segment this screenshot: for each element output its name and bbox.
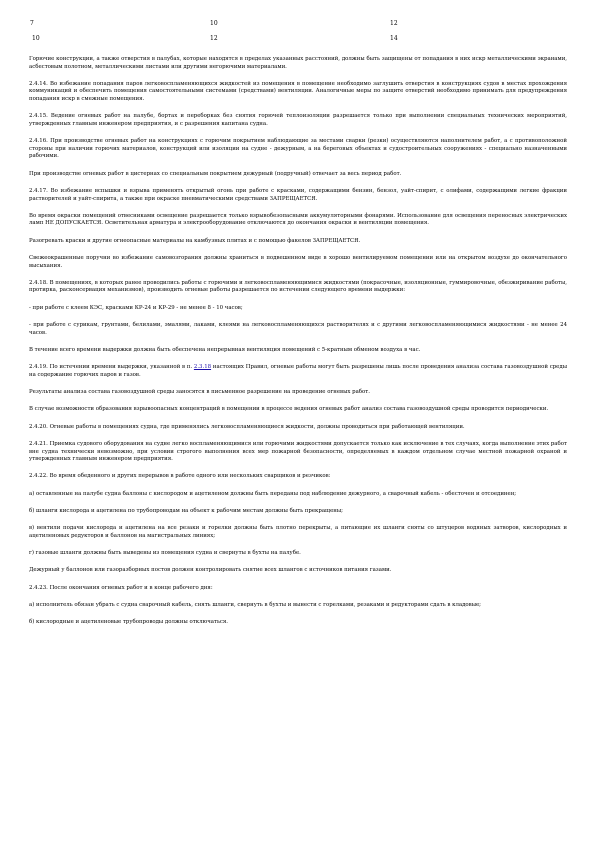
paragraph: 2.4.14. Во избежание попадания паров легковоспламеняющихся жидкостей из помещения в помещение необходимо заглушить отверстия в конструкциях судов в местах прохождения коммуникаций и обеспечить помещения самостоятельными системами (средствами) вентиляции. Аналогичные меры по защите отверстий необходимо принимать для предупреждения попадания искр в смежные помещения.: [29, 80, 567, 103]
paragraph: а) исполнитель обязан убрать с судна сварочный кабель, снять шланги, свернуть в бухты и вынести с горелками, резаками и редукторами сдать в кладовые;: [29, 601, 481, 608]
column-number: 10: [32, 35, 40, 42]
paragraph: 2.4.17. Во избежание вспышки и взрыва применять открытый огонь при работе с красками, содержащими бензин, бензол, уайт-спирит, с олифами, содержащими легкие фракции растворителей и уайт-спирита, а также при окраске пневматическими средствами ЗАПРЕЩАЕТСЯ.: [29, 187, 567, 202]
column-number: 12: [390, 20, 398, 27]
paragraph: - при работе с сурикам, грунтами, белилами, эмалями, лаками, клеями на легковоспламеняющихся растворителях и с другими легковоспламеняющимися жидкостями - не менее 24 часов.: [29, 322, 567, 336]
paragraph: в) вентили подачи кислорода и ацетилена на все резаки и горелки должны быть плотно перекрыты, а питающие их шланги сняты со штуцеров водяных затворов, кислородных и ацетиленовых редукторов и баллонов на магистральных линиях;: [29, 525, 567, 539]
paragraph: - при работе с клеем КЭС, красками КР-24 и КР-29 - не менее 8 - 10 часов;: [29, 304, 243, 311]
paragraph: В течение всего времени выдержки должна быть обеспечена непрерывная вентиляция помещений с 5-кратным обменом воздуха в час.: [29, 346, 421, 353]
paragraph: В случае возможности образования взрывоопасных концентраций в помещении в процессе ведения огневых работ анализ состава газовоздушной среды проводится периодически.: [29, 406, 549, 413]
paragraph: г) газовые шланги должны быть выведены из помещения судна и свернуты в бухты на палубе.: [29, 550, 301, 557]
paragraph-text: настоящих Правил, огневые работы могут быть разрешены лишь после проведения анализа состава газовоздушной среды на содержание горючих паров и газов.: [29, 364, 567, 378]
paragraph: Во время окраски помещений отвесниками освещение разрешается только взрывобезопасными аккумуляторными фонарями. Использование для освещения переносных электрических ламп НЕ ДОПУСКАЕТСЯ. Осветительная арматура и электрооборудование отключаются до окончания окраски и вентиляции помещения.: [29, 212, 567, 227]
paragraph: При производстве огневых работ в цистернах со специальным покрытием дежурный (подручный) отвечает за весь период работ.: [29, 170, 402, 177]
paragraph: а) оставленные на палубе судна баллоны с кислородом и ацетиленом должны быть переданы под наблюдение дежурного, а сварочный кабель - обесточен и отсоединен;: [29, 490, 517, 497]
column-number: 12: [210, 35, 218, 42]
paragraph-text: 2.4.19. По истечении времени выдержки, указанной в п.: [29, 364, 194, 371]
paragraph: 2.4.18. В помещениях, в которых ранее проводились работы с горючими и легковоспламеняющимися жидкостями (покрасочные, изоляционные, гуммировочные, обезжиривание работы, протирка, расконсервация механизмов), производить огневые работы разрешается по истечении следующего времени выдержки:: [29, 279, 567, 294]
column-number: 7: [30, 20, 34, 27]
paragraph: б) шланги кислорода и ацетилена по трубопроводам на объект к рабочим местам должны быть прекращены;: [29, 507, 343, 514]
paragraph: 2.4.16. При производстве огневых работ на конструкциях с горючим покрытием наблюдающие за местами сварки (резки) осуществляются наполнителем работ, а с противоположной стороны при наличии горючих материалов, конструкций или изоляции на судне - дежурным, а на береговых объектах и судостроительных сооружениях - специально назначенными рабочими.: [29, 138, 567, 160]
paragraph: Результаты анализа состава газовоздушной среды заносятся в письменное разрешение на проведение огневых работ.: [29, 389, 370, 396]
column-number: 14: [390, 35, 398, 42]
paragraph: Свежеокрашенные поручни во избежание самовозгорания должны храниться в подвешенном виде в хорошо вентилируемом помещении или на открытом воздухе до окончательного высыхания.: [29, 255, 567, 269]
paragraph: 2.4.21. Приемка судового оборудования на судне легко воспламеняющимися или горючими жидкостями допускается только как исключение в тех случаях, когда выполнение этих работ вне судна технически невозможно, при условии строгого выполнения всех мер пожарной безопасности, определяемых в каждом отдельном случае местной пожарной охраной и утвержденных главным инженером предприятия.: [29, 440, 567, 463]
paragraph: Дежурный у баллонов или газоразборных постов должен контролировать снятие всех шлангов с источников питания газами.: [29, 567, 392, 574]
paragraph: [29, 364, 567, 379]
paragraph: Горючие конструкции, а также отверстия в палубах, которые находятся в пределах указанных расстояний, должны быть защищены от попадания в них искр металлическими экранами, асбестовым полотном, металлическими листами или другими негорючими материалами.: [29, 56, 567, 70]
paragraph: 2.4.23. После окончания огневых работ и в конце рабочего дня:: [29, 584, 213, 591]
document-body: [29, 56, 567, 637]
paragraph: 2.4.20. Огневые работы в помещениях судна, где применялись легковоспламеняющиеся жидкости, должны проводиться при работающей вентиляции.: [29, 423, 465, 430]
column-number: 10: [210, 20, 218, 27]
paragraph: 2.4.22. Во время обеденного и других перерывов в работе одного или нескольких сварщиков и резчиков:: [29, 473, 331, 480]
clause-link[interactable]: 2.3.18: [193, 364, 212, 371]
paragraph: б) кислородные и ацетиленовые трубопроводы должны отключаться.: [29, 619, 229, 626]
paragraph: 2.4.15. Ведение огневых работ на палубе, бортах и переборках без снятия горючей теплоизоляции разрешается только при выполнении специальных технических мероприятий, утвержденных главным инженером предприятия, и с разрешения капитана судна.: [29, 113, 567, 127]
paragraph: Разогревать краски и другие огнеопасные материалы на камбузных плитах и с помощью факелов ЗАПРЕЩАЕТСЯ.: [29, 237, 361, 244]
